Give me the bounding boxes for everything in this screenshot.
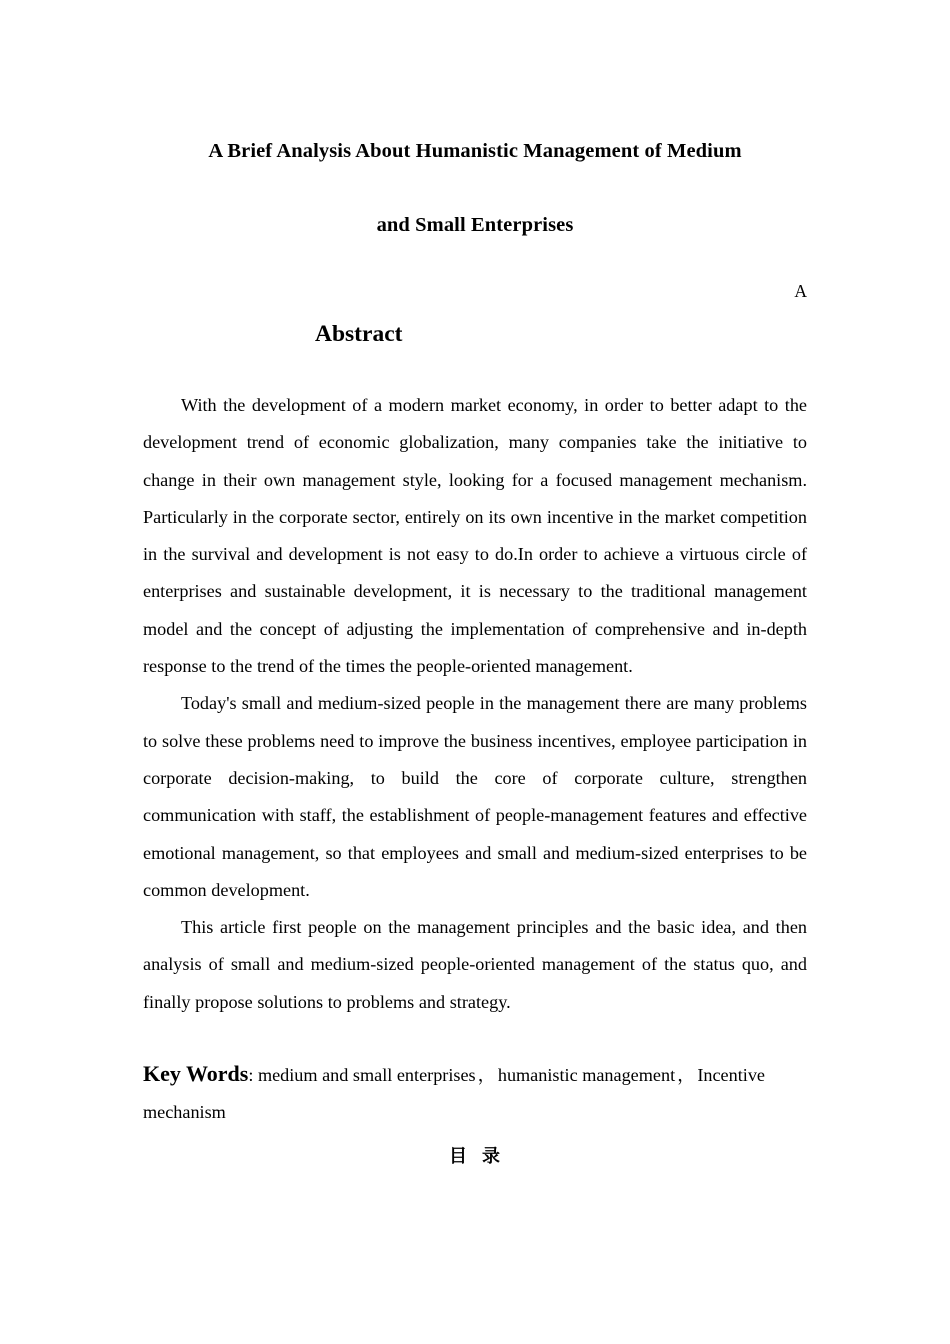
keywords-separator-1: ， <box>477 1065 496 1086</box>
table-of-contents-heading <box>143 1132 807 1171</box>
keywords-line <box>143 1021 807 1132</box>
toc-char-mu: 目 <box>449 1145 468 1166</box>
abstract-paragraph-1: With the development of a modern market economy, in order to better adapt to the development trend of economic globalization, many companies take the initiative to change in their own management style, looking for a focused management mechanism. Particularly in the corporate sector, entirely on its own incentive in the market competition in the survival and development is not easy to do.In order to achieve a virtuous circle of enterprises and sustainable development, it is necessary to the traditional management model and the concept of adjusting the implementation of comprehensive and in-depth response to the trend of the times the people-oriented management. <box>143 395 807 677</box>
abstract-paragraph-3: This article first people on the management principles and the basic idea, and then analysis of small and medium-sized people-oriented management of the status quo, and finally propose solutions to problems and strategy. <box>143 917 807 1012</box>
keywords-separator-2: ， <box>677 1065 696 1086</box>
abstract-paragraph-2: Today's small and medium-sized people in the management there are many problems to solve these problems need to improve the business incentives, employee participation in corporate decision-making, to build the core of corporate culture, strengthen communication with staff, the establishment of people-management features and effective emotional management, so that employees and small and medium-sized enterprises to be common development. <box>143 693 807 900</box>
title-line-1: A Brief Analysis About Humanistic Management of Medium <box>208 140 742 162</box>
toc-char-lu: 录 <box>482 1145 501 1166</box>
abstract-body <box>143 349 807 1021</box>
keywords-colon: : <box>248 1065 258 1086</box>
keywords-label: Key Words <box>143 1061 249 1087</box>
title-line-2: and Small Enterprises <box>376 214 574 236</box>
page-title <box>143 0 807 262</box>
stray-letter-a: A <box>794 281 807 301</box>
keyword-term-2: humanistic management <box>497 1065 676 1086</box>
page-content-column <box>143 0 807 1171</box>
abstract-heading: Abstract <box>315 321 403 347</box>
keyword-term-3: Incentive mechanism <box>143 1065 765 1123</box>
keyword-term-1: medium and small enterprises <box>257 1065 476 1086</box>
